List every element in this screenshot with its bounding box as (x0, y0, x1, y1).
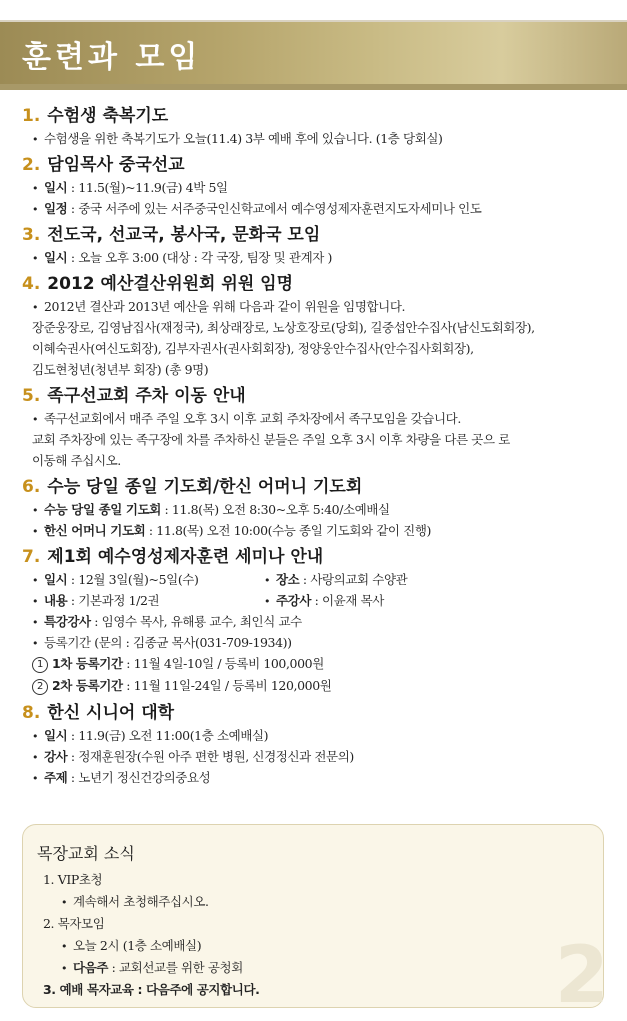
item-text: : 임영수 목사, 유해룡 교수, 최인식 교수 (90, 614, 302, 629)
item-text: 족구선교회에서 매주 주일 오후 3시 이후 교회 주차장에서 족구모임을 갖습니다. (44, 411, 461, 426)
header-band (0, 22, 627, 84)
bullet-icon: • (32, 525, 39, 538)
bullet-icon: • (32, 595, 39, 608)
section-1-title (22, 104, 612, 128)
bullet-icon: • (32, 751, 39, 764)
item-text: 계속해서 초청해주십시오. (73, 894, 209, 909)
item-text: : 11.5(월)~11.9(금) 4박 5일 (67, 180, 228, 195)
bullet-icon: • (32, 616, 39, 629)
section-7-title (22, 545, 612, 569)
box-item: 1. VIP초청 (43, 872, 103, 887)
section-2-title (22, 153, 612, 177)
box-title: 목장교회 소식 (37, 844, 135, 863)
section-number: 5. (22, 386, 41, 406)
list-item (22, 746, 612, 767)
section-heading: 제1회 예수영성제자훈련 세미나 안내 (47, 547, 324, 567)
page-title: 훈련과 모임 (22, 40, 202, 75)
top-rule (0, 0, 627, 22)
item-text: 수험생을 위한 축복기도가 오늘(11.4) 3부 예배 후에 있습니다. (1층 당회실) (44, 131, 443, 146)
item-label: 주강사 (276, 593, 312, 608)
list-item (22, 499, 612, 520)
section-number: 3. (22, 225, 41, 245)
bullet-icon: • (61, 896, 68, 909)
section-4-title (22, 272, 612, 296)
section-heading: 족구선교회 주차 이동 안내 (47, 386, 246, 406)
bullet-icon: • (32, 504, 39, 517)
section-heading: 한신 시니어 대학 (47, 703, 175, 723)
item-text: : 기본과정 1/2권 (67, 593, 160, 608)
item-label: 내용 (44, 593, 68, 608)
list-item (22, 296, 612, 317)
item-text: : 11.8(목) 오전 10:00(수능 종일 기도회와 같이 진행) (145, 523, 431, 538)
section-number: 1. (22, 106, 41, 126)
item-label: 강사 (44, 749, 68, 764)
item-text: : 노년기 정신건강의중요성 (67, 770, 211, 785)
circled-number-icon: 1 (32, 657, 48, 673)
item-label: 다음주 (73, 960, 109, 975)
item-text: : 11.8(목) 오전 8:30~오후 5:40/소예배실 (160, 502, 390, 517)
section-number: 4. (22, 274, 41, 294)
bullet-icon: • (32, 637, 39, 650)
item-label: 2차 등록기간 (52, 678, 123, 693)
section-heading: 전도국, 선교국, 봉사국, 문화국 모임 (47, 225, 321, 245)
item-text: : 중국 서주에 있는 서주중국인신학교에서 예수영성제자훈련지도자세미나 인도 (67, 201, 482, 216)
list-item (22, 128, 612, 149)
item-label: 일정 (44, 201, 68, 216)
item-label: 특강강사 (44, 614, 91, 629)
list-item-pair (22, 569, 612, 590)
item-label: 일시 (44, 572, 68, 587)
item-label: 1차 등록기간 (52, 656, 123, 671)
section-heading: 2012 예산결산위원회 위원 임명 (47, 274, 294, 294)
item-text: 등록기간 (문의 : 김종균 목사(031-709-1934)) (44, 635, 292, 650)
item-label: 주제 (44, 770, 68, 785)
bullet-icon: • (264, 574, 271, 587)
bullet-icon: • (61, 962, 68, 975)
list-item-pair (22, 590, 612, 611)
item-text: : 11.9(금) 오전 11:00(1층 소예배실) (67, 728, 269, 743)
list-item (22, 408, 612, 429)
item-label: 3. 예배 목자교육 : 다음주에 공지합니다. (43, 982, 260, 997)
section-heading: 수험생 축복기도 (47, 106, 169, 126)
box-subitem (43, 891, 583, 913)
section-3-title (22, 223, 612, 247)
registration-period (22, 675, 612, 697)
list-item-continuation: 장준웅장로, 김영남집사(재정국), 최상래장로, 노상호장로(당회), 길중섭안수집사(남신도회회장), (32, 320, 535, 335)
item-text: : 12월 3일(월)~5일(수) (67, 572, 199, 587)
item-text: : 이윤재 목사 (311, 593, 384, 608)
bullet-icon: • (32, 203, 39, 216)
section-heading: 담임목사 중국선교 (47, 155, 185, 175)
section-heading: 수능 당일 종일 기도회/한신 어머니 기도회 (47, 477, 363, 497)
section-6-title (22, 475, 612, 499)
bullet-icon: • (264, 595, 271, 608)
item-text: : 교회선교를 위한 공청회 (108, 960, 243, 975)
bullet-icon: • (32, 730, 39, 743)
bullet-icon: • (32, 301, 39, 314)
item-label: 한신 어머니 기도회 (44, 523, 146, 538)
section-number: 7. (22, 547, 41, 567)
item-text: : 11월 11일-24일 / 등록비 120,000원 (122, 678, 332, 693)
item-text: : 정재훈원장(수원 아주 편한 병원, 신경정신과 전문의) (67, 749, 354, 764)
list-item (22, 198, 612, 219)
item-text: : 사랑의교회 수양관 (299, 572, 408, 587)
bullet-icon: • (61, 940, 68, 953)
section-number: 8. (22, 703, 41, 723)
list-item (22, 611, 612, 632)
bullet-icon: • (32, 133, 39, 146)
content (22, 104, 612, 788)
item-text: : 11월 4일-10일 / 등록비 100,000원 (122, 656, 324, 671)
circled-number-icon: 2 (32, 679, 48, 695)
list-item-continuation: 이혜숙권사(여신도회장), 김부자권사(권사회회장), 정양웅안수집사(안수집사회회장), (32, 341, 474, 356)
item-text: 오늘 2시 (1층 소예배실) (73, 938, 202, 953)
list-item (22, 177, 612, 198)
bullet-icon: • (32, 413, 39, 426)
item-label: 장소 (276, 572, 300, 587)
item-text: : 오늘 오후 3:00 (대상 : 각 국장, 팀장 및 관계자 ) (67, 250, 332, 265)
list-item (22, 767, 612, 788)
section-8-title (22, 701, 612, 725)
cell-church-news-box (22, 824, 609, 1021)
bullet-icon: • (32, 574, 39, 587)
section-number: 2. (22, 155, 41, 175)
bullet-icon: • (32, 772, 39, 785)
list-item (22, 632, 612, 653)
box-item: 2. 목자모임 (43, 916, 105, 931)
box-subitem (43, 957, 583, 979)
list-item (22, 520, 612, 541)
list-item (22, 247, 612, 268)
registration-period (22, 653, 612, 675)
page-number: 2 (554, 931, 609, 1021)
bullet-icon: • (32, 182, 39, 195)
list-item-continuation: 교회 주차장에 있는 족구장에 차를 주차하신 분들은 주일 오후 3시 이후 차량을 다른 곳으 로 (32, 432, 510, 447)
bullet-icon: • (32, 252, 39, 265)
item-label: 수능 당일 종일 기도회 (44, 502, 161, 517)
item-label: 일시 (44, 728, 68, 743)
list-item-continuation: 김도현청년(청년부 회장) (총 9명) (32, 362, 209, 377)
item-label: 일시 (44, 250, 68, 265)
box-body (43, 869, 583, 1001)
section-5-title (22, 384, 612, 408)
box-item (43, 979, 583, 1001)
section-number: 6. (22, 477, 41, 497)
item-label: 일시 (44, 180, 68, 195)
list-item-continuation: 이동해 주십시오. (32, 453, 121, 468)
box-subitem (43, 935, 583, 957)
item-text: 2012년 결산과 2013년 예산을 위해 다음과 같이 위원을 임명합니다. (44, 299, 406, 314)
list-item (22, 725, 612, 746)
